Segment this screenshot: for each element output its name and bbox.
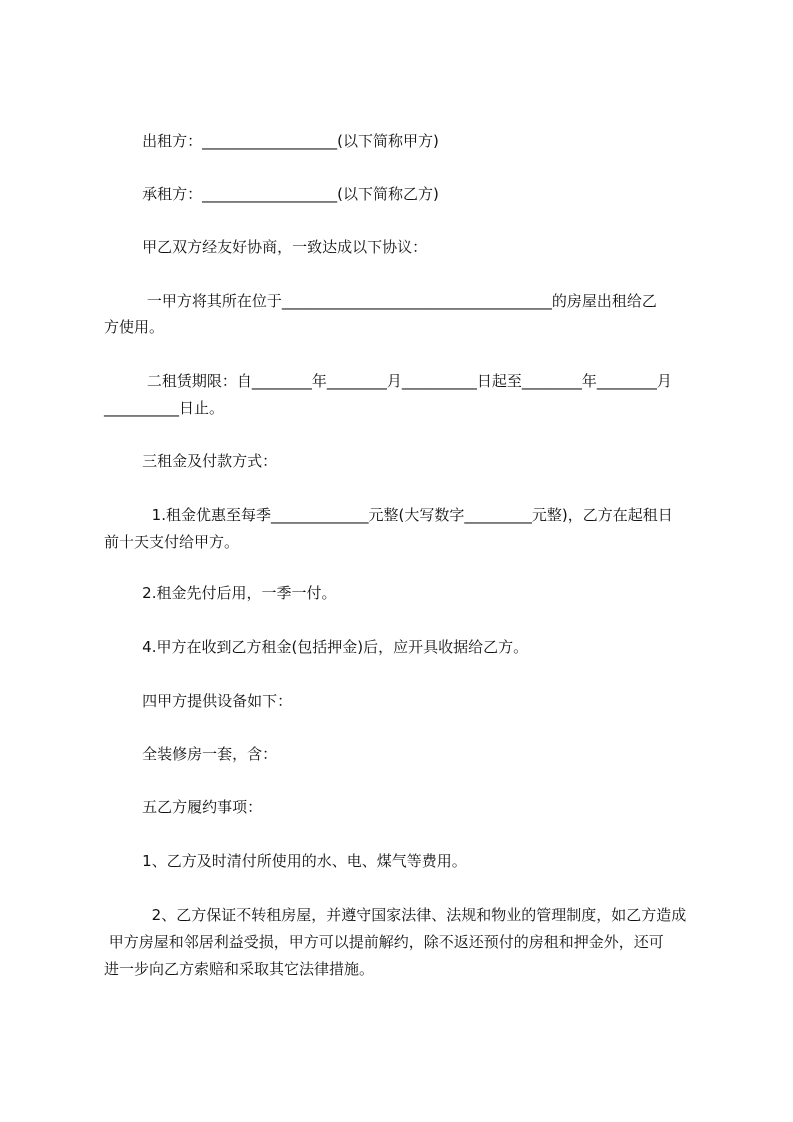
- clause-3-item-1-line-2: 前十天支付给甲方。: [104, 533, 240, 551]
- clause-5-item-1: 1、乙方及时清付所使用的水、电、煤气等费用。: [104, 852, 467, 870]
- clause-1-line-1: 一甲方将其所在位于____________________________________的房屋出租给乙: [104, 292, 657, 310]
- clause-3-item-4: 4.甲方在收到乙方租金(包括押金)后，应开具收据给乙方。: [104, 638, 529, 656]
- clause-2-line-1: 二租赁期限：自________年________月__________日起至________年________月: [104, 372, 672, 390]
- clause-2-line-2: __________日止。: [104, 399, 225, 417]
- lessee-line: 承租方：__________________(以下简称乙方): [104, 185, 439, 203]
- clause-3-item-2: 2.租金先付后用，一季一付。: [104, 584, 337, 602]
- clause-4-heading: 四甲方提供设备如下：: [104, 692, 293, 710]
- clause-5-heading: 五乙方履约事项：: [104, 798, 263, 816]
- clause-5-item-2-line-3: 进一步向乙方索赔和采取其它法律措施。: [104, 960, 375, 978]
- clause-4-detail: 全装修房一套，含：: [104, 745, 278, 763]
- lessor-line: 出租方：__________________(以下简称甲方): [104, 132, 439, 150]
- clause-3-heading: 三租金及付款方式：: [104, 452, 278, 470]
- clause-5-item-2-line-1: 2、乙方保证不转租房屋，并遵守国家法律、法规和物业的管理制度，如乙方造成: [104, 906, 687, 924]
- clause-5-item-2-line-2: 甲方房屋和邻居利益受损，甲方可以提前解约，除不返还预付的房租和押金外，还可: [104, 933, 664, 951]
- clause-3-item-1-line-1: 1.租金优惠至每季_____________元整(大写数字_________元整)，乙方在起租日: [104, 506, 673, 524]
- agreement-intro: 甲乙双方经友好协商，一致达成以下协议：: [104, 238, 428, 256]
- clause-1-line-2: 方使用。: [104, 318, 165, 336]
